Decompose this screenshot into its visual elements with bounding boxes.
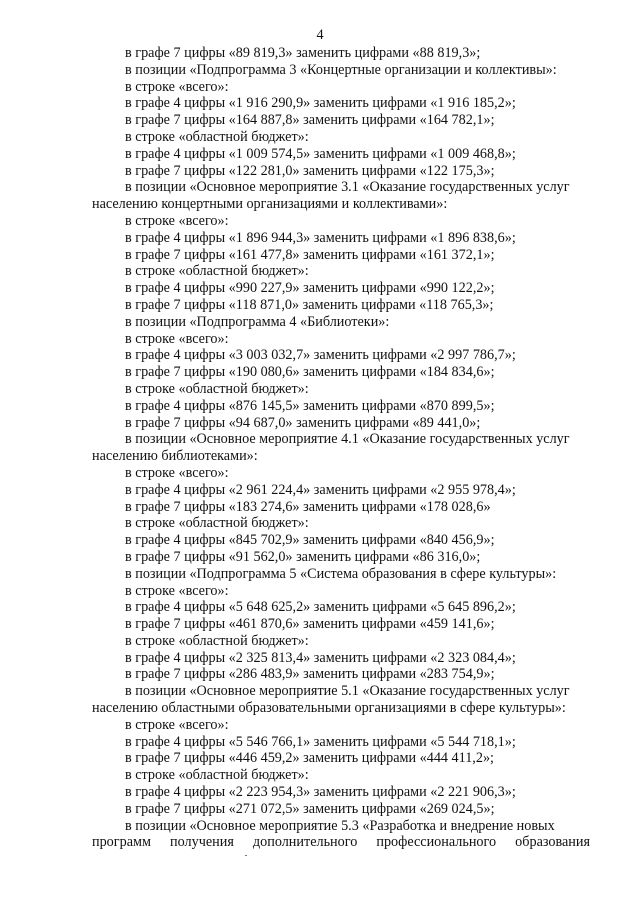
amendment-text (92, 45, 590, 851)
text-line: в графе 4 цифры «990 227,9» заменить цифрами «990 122,2»; (125, 280, 495, 297)
text-line: в графе 7 цифры «118 871,0» заменить цифрами «118 765,3»; (125, 296, 494, 313)
text-line: в строке «областной бюджет»: (125, 128, 309, 145)
text-line: в строке «всего»: (125, 716, 229, 733)
text-line: в графе 7 цифры «461 870,6» заменить цифрами «459 141,6»; (125, 616, 495, 633)
text-line: в графе 4 цифры «3 003 032,7» заменить цифрами «2 997 786,7»; (125, 347, 516, 364)
page-number: 4 (316, 27, 324, 43)
text-line: в строке «областной бюджет»: (125, 515, 309, 532)
text-line: в графе 4 цифры «1 916 290,9» заменить цифрами «1 916 185,2»; (125, 95, 516, 112)
text-line: в графе 4 цифры «876 145,5» заменить цифрами «870 899,5»; (125, 397, 495, 414)
text-line: в позиции «Основное мероприятие 4.1 «Оказание государственных услуг (125, 431, 570, 448)
text-line: в графе 4 цифры «1 009 574,5» заменить цифрами «1 009 468,8»; (125, 145, 516, 162)
text-line: населению библиотеками»: (92, 448, 258, 465)
text-line: в строке «всего»: (125, 582, 229, 599)
text-line: в строке «всего»: (125, 464, 229, 481)
text-line: в графе 7 цифры «94 687,0» заменить цифрами «89 441,0»; (125, 414, 481, 431)
text-line: в строке «областной бюджет»: (125, 767, 309, 784)
text-line: в позиции «Основное мероприятие 5.1 «Оказание государственных услуг (125, 683, 570, 700)
text-line: в графе 4 цифры «5 648 625,2» заменить цифрами «5 645 896,2»; (125, 599, 516, 616)
text-line: в строке «всего»: (125, 78, 229, 95)
text-line: программ получения дополнительного профессионального образования (92, 834, 590, 851)
text-line: в позиции «Основное мероприятие 5.3 «Разработка и внедрение новых (125, 817, 555, 834)
text-line: в графе 4 цифры «2 223 954,3» заменить цифрами «2 221 906,3»; (125, 784, 516, 801)
text-line: в графе 7 цифры «122 281,0» заменить цифрами «122 175,3»; (125, 162, 495, 179)
text-line: в графе 7 цифры «446 459,2» заменить цифрами «444 411,2»; (125, 750, 494, 767)
text-line: в графе 7 цифры «91 562,0» заменить цифрами «86 316,0»; (125, 548, 481, 565)
text-line: в графе 4 цифры «845 702,9» заменить цифрами «840 456,9»; (125, 532, 495, 549)
text-line: в строке «областной бюджет»: (125, 632, 309, 649)
text-line: в строке «всего»: (125, 330, 229, 347)
text-line: в позиции «Подпрограмма 5 «Система образования в сфере культуры»: (125, 565, 557, 582)
text-line: в графе 7 цифры «161 477,8» заменить цифрами «161 372,1»; (125, 246, 495, 263)
text-line: в позиции «Основное мероприятие 3.1 «Оказание государственных услуг (125, 179, 570, 196)
text-line: в строке «областной бюджет»: (125, 380, 309, 397)
text-line: в позиции «Подпрограмма 4 «Библиотеки»: (125, 313, 390, 330)
text-line: в графе 4 цифры «5 546 766,1» заменить цифрами «5 544 718,1»; (125, 733, 516, 750)
text-line: в графе 7 цифры «183 274,6» заменить цифрами «178 028,6» (125, 498, 491, 515)
text-line: населению областными образовательными организациями в сфере культуры»: (92, 700, 566, 717)
text-line: населению концертными организациями и коллективами»: (92, 196, 448, 213)
text-line: в графе 7 цифры «271 072,5» заменить цифрами «269 024,5»; (125, 800, 495, 817)
text-line: в графе 4 цифры «2 325 813,4» заменить цифрами «2 323 084,4»; (125, 649, 516, 666)
text-line: в строке «областной бюджет»: (125, 263, 309, 280)
text-line: в позиции «Подпрограмма 3 «Концертные организации и коллективы»: (125, 61, 557, 78)
text-line: в графе 7 цифры «286 483,9» заменить цифрами «283 754,9»; (125, 666, 495, 683)
text-line: в строке «всего»: (125, 212, 229, 229)
text-line: в графе 7 цифры «190 080,6» заменить цифрами «184 834,6»; (125, 364, 495, 381)
scan-speck (245, 855, 247, 856)
text-line: в графе 7 цифры «89 819,3» заменить цифрами «88 819,3»; (125, 45, 481, 61)
text-line: в графе 4 цифры «1 896 944,3» заменить цифрами «1 896 838,6»; (125, 229, 516, 246)
text-line: в графе 7 цифры «164 887,8» заменить цифрами «164 782,1»; (125, 112, 495, 129)
text-line: в графе 4 цифры «2 961 224,4» заменить цифрами «2 955 978,4»; (125, 481, 516, 498)
